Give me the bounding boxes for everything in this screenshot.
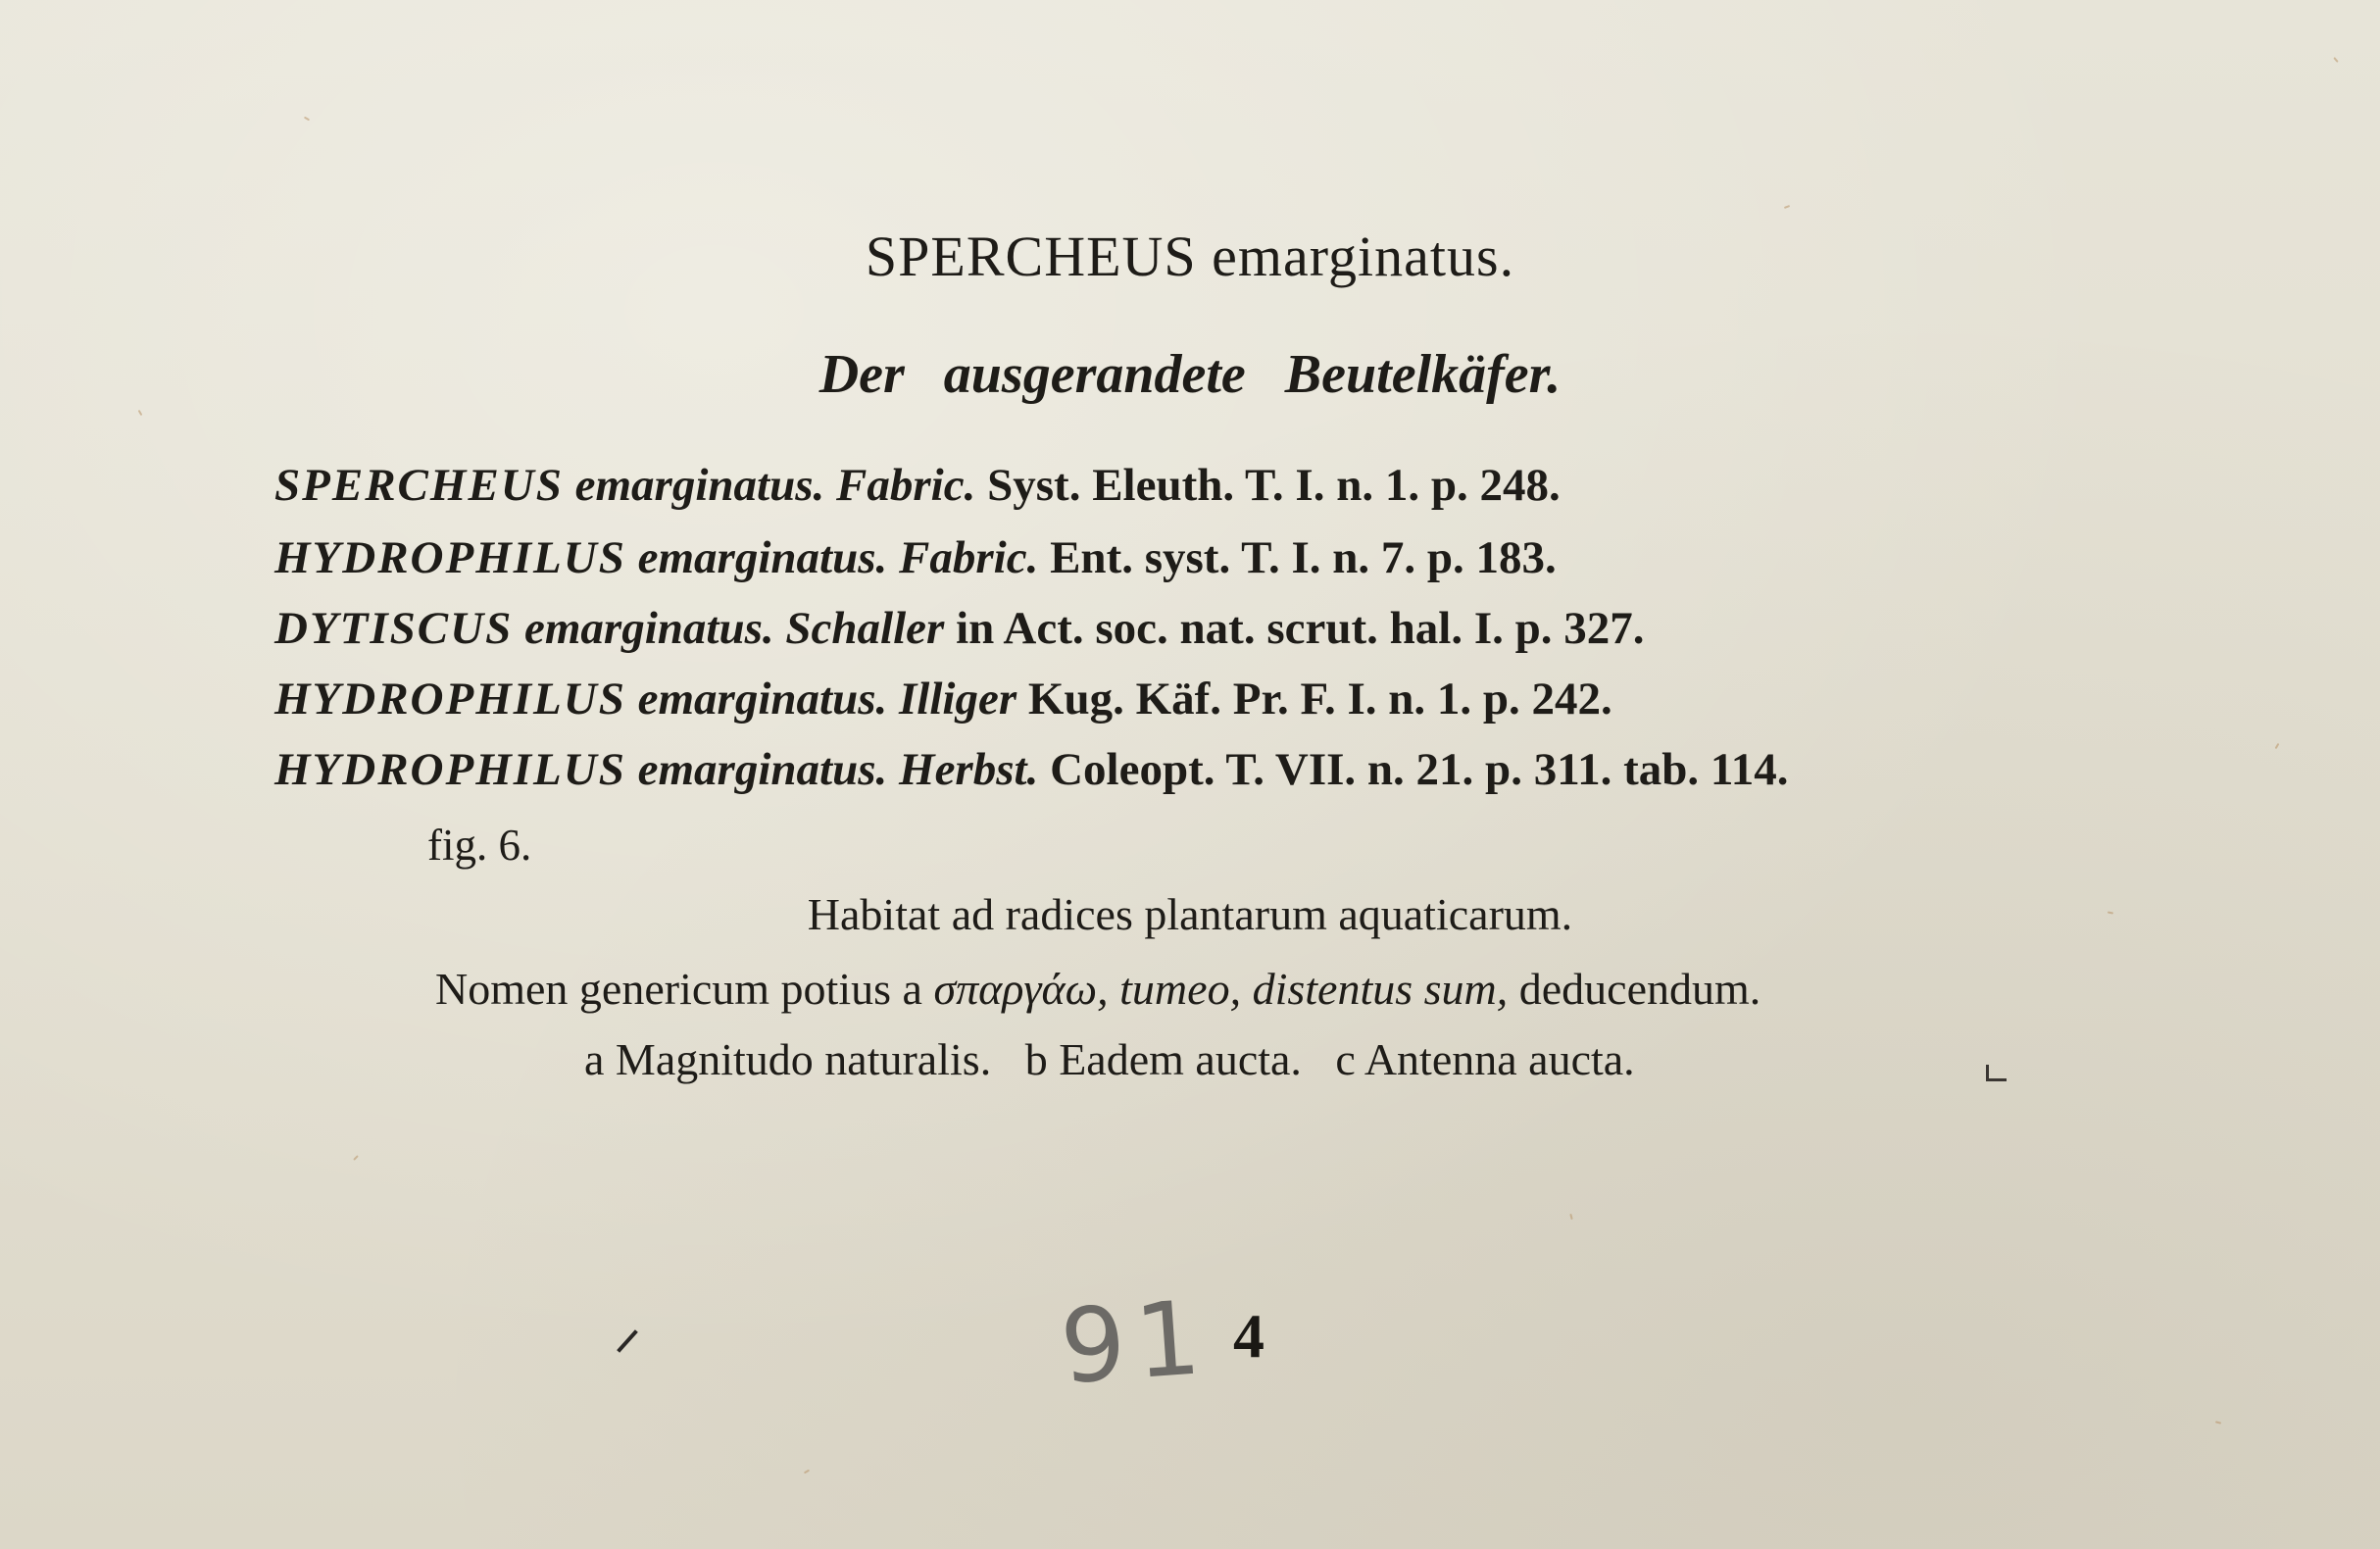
reference-genus: HYDROPHILUS: [274, 674, 626, 725]
nomen-text: [435, 963, 1760, 1015]
handwritten-number: 91: [1056, 1276, 1215, 1408]
reference-line: [274, 531, 1557, 584]
reference-author: Illiger: [899, 674, 1017, 725]
reference-species: emarginatus.: [523, 603, 774, 654]
reference-line: [274, 459, 1561, 512]
reference-species: emarginatus.: [637, 744, 888, 795]
reference-genus: HYDROPHILUS: [274, 744, 626, 795]
nomen-word2: distentus sum,: [1252, 964, 1509, 1014]
reference-citation: Coleopt. T. VII. n. 21. p. 311. tab. 114.: [1050, 744, 1789, 795]
reference-citation: Syst. Eleuth. T. I. n. 1. p. 248.: [987, 460, 1561, 511]
paper-fleck: [138, 410, 143, 416]
reference-line: [274, 673, 1612, 725]
figure-legend: a Magnitudo naturalis. b Eadem aucta. c Antenna aucta.: [584, 1034, 1635, 1084]
reference-genus: DYTISCUS: [274, 603, 514, 654]
paper-fleck: [304, 117, 310, 122]
reference-line: [274, 602, 1645, 655]
nomen-greek: σπαργάω,: [933, 964, 1109, 1014]
paper-fleck: [353, 1155, 359, 1161]
reference-species: emarginatus.: [574, 460, 825, 511]
paper-fleck: [2333, 57, 2338, 63]
paper-fleck: [1569, 1214, 1572, 1220]
reference-citation: in Act. soc. nat. scrut. hal. I. p. 327.: [956, 603, 1645, 654]
paper-fleck: [804, 1470, 810, 1474]
pencil-mark: [617, 1329, 638, 1352]
nomen-suffix: deducendum.: [1518, 964, 1761, 1014]
page-number: 4: [1233, 1301, 1264, 1371]
reference-genus: SPERCHEUS: [274, 460, 564, 511]
reference-citation: Ent. syst. T. I. n. 7. p. 183.: [1050, 532, 1557, 583]
reference-species: emarginatus.: [637, 532, 888, 583]
paper-fleck: [1784, 205, 1790, 209]
species-subtitle: Der ausgerandete Beutelkäfer.: [818, 344, 1562, 405]
reference-species: emarginatus.: [637, 674, 888, 725]
paper-fleck: [2215, 1421, 2221, 1424]
corner-mark: [1986, 1065, 2007, 1081]
paper-fleck: [2275, 743, 2280, 749]
reference-citation: Kug. Käf. Pr. F. I. n. 1. p. 242.: [1027, 674, 1612, 725]
reference-author: Fabric.: [836, 460, 976, 511]
reference-genus: HYDROPHILUS: [274, 532, 626, 583]
reference-author: Fabric.: [899, 532, 1039, 583]
reference-author: Herbst.: [899, 744, 1039, 795]
reference-line: [274, 743, 1789, 796]
species-title: SPERCHEUS emarginatus.: [865, 225, 1515, 288]
habitat-text: Habitat ad radices plantarum aquaticarum.: [807, 889, 1573, 939]
reference-author: Schaller: [785, 603, 945, 654]
reference-continuation: fig. 6.: [427, 821, 532, 870]
nomen-word1: tumeo,: [1119, 964, 1242, 1014]
nomen-prefix: Nomen genericum potius a: [435, 964, 922, 1014]
